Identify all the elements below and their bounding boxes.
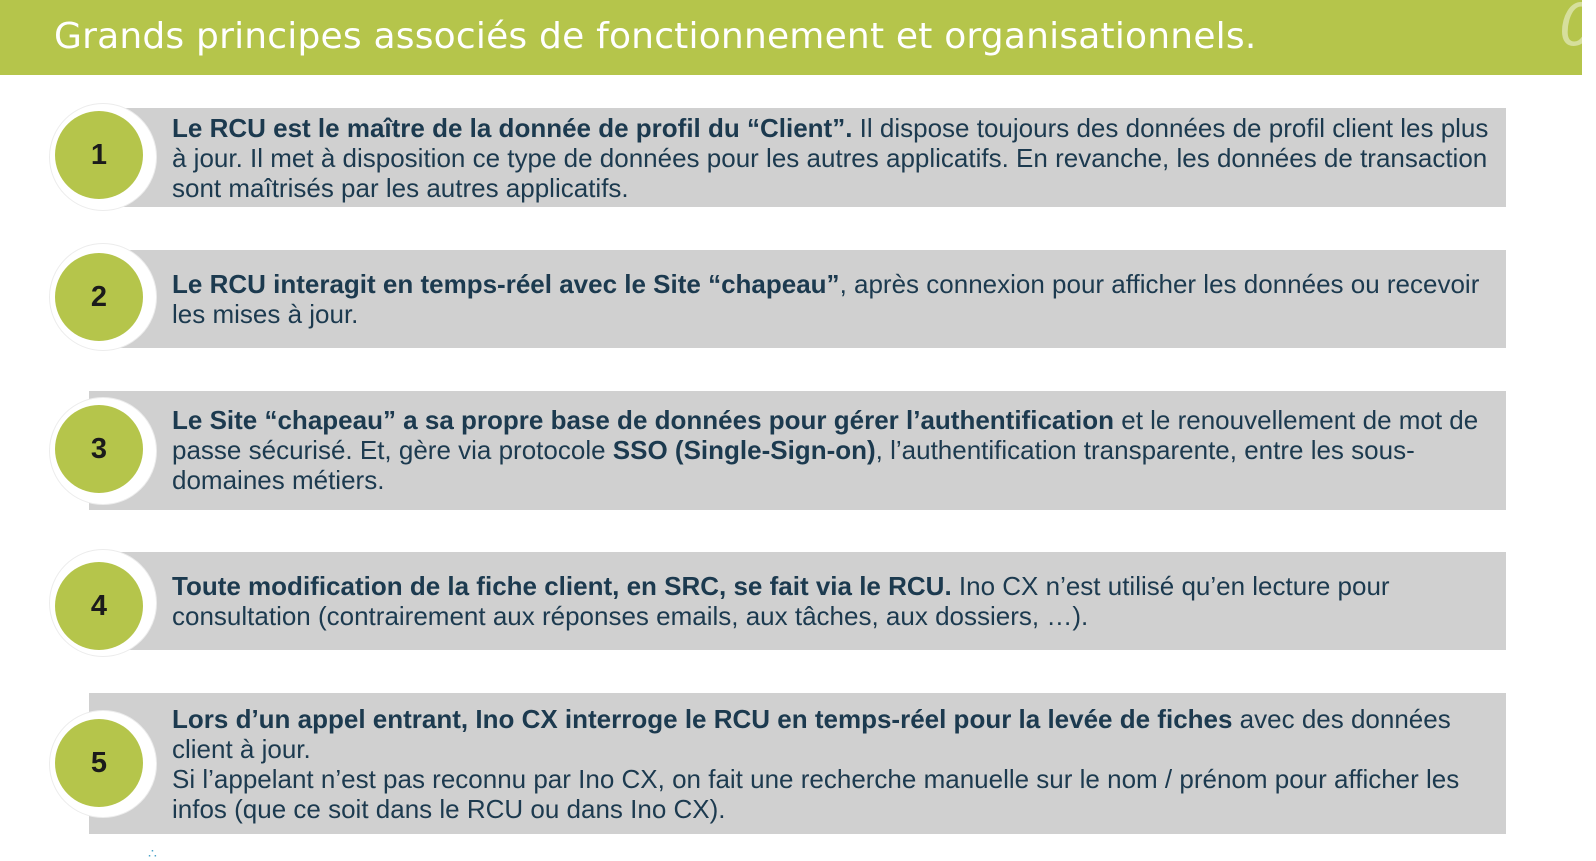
header-bar (0, 0, 1596, 75)
principle-body-text: Il dispose toujours des données de profil client les plus à jour. Il met à disposition ce type de données pour les autres applicatifs. En revanche, les données de transaction sont maîtrisés par les autres applicatifs. (172, 113, 1489, 203)
logo-watermark: 0 (1559, 0, 1596, 59)
principle-body-text: , après connexion pour afficher les données ou recevoir les mises à jour. (172, 269, 1480, 329)
number-badge: 2 (55, 253, 143, 341)
principle-body-text: et le renouvellement de mot de passe sécurisé. Et, gère via protocole (172, 405, 1479, 465)
principle-text (172, 704, 1502, 824)
number-badge: 3 (55, 405, 143, 493)
principle-text (172, 113, 1502, 203)
page-title: Grands principes associés de fonctionnement et organisationnels. (54, 16, 1257, 57)
principle-body-text: , l’authentification transparente, entre les sous-domaines métiers. (172, 435, 1415, 495)
number-badge: 5 (55, 719, 143, 807)
principle-text (172, 269, 1502, 329)
principle-item-5 (0, 693, 1582, 834)
number-badge: 4 (55, 562, 143, 650)
principle-bold-text: Le RCU interagit en temps-réel avec le Site “chapeau” (172, 269, 840, 299)
principle-item-1 (0, 108, 1582, 207)
number-badge: 1 (55, 111, 143, 199)
principle-bold-text: Le RCU est le maître de la donnée de profil du “Client”. (172, 113, 853, 143)
footer-decoration: ∴ (148, 845, 157, 861)
principle-bold-text: Le Site “chapeau” a sa propre base de données pour gérer l’authentification (172, 405, 1115, 435)
principle-text (172, 571, 1502, 631)
principle-bold-text: Toute modification de la fiche client, en SRC, se fait via le RCU. (172, 571, 952, 601)
principle-body-text: Si l’appelant n’est pas reconnu par Ino CX, on fait une recherche manuelle sur le nom / prénom pour afficher les infos (que ce soit dans le RCU ou dans Ino CX). (172, 764, 1460, 824)
principle-bold-text: Lors d’un appel entrant, Ino CX interroge le RCU en temps-réel pour la levée de fiches (172, 704, 1233, 734)
principle-item-4 (0, 552, 1582, 650)
principle-body-text: avec des données client à jour. (172, 704, 1451, 764)
principle-bold-text: SSO (Single-Sign-on) (612, 435, 876, 465)
principle-item-2 (0, 250, 1582, 348)
principle-body-text: Ino CX n’est utilisé qu’en lecture pour consultation (contrairement aux réponses emails, aux tâches, aux dossiers, …). (172, 571, 1390, 631)
principle-text (172, 405, 1502, 495)
principle-item-3 (0, 391, 1582, 510)
